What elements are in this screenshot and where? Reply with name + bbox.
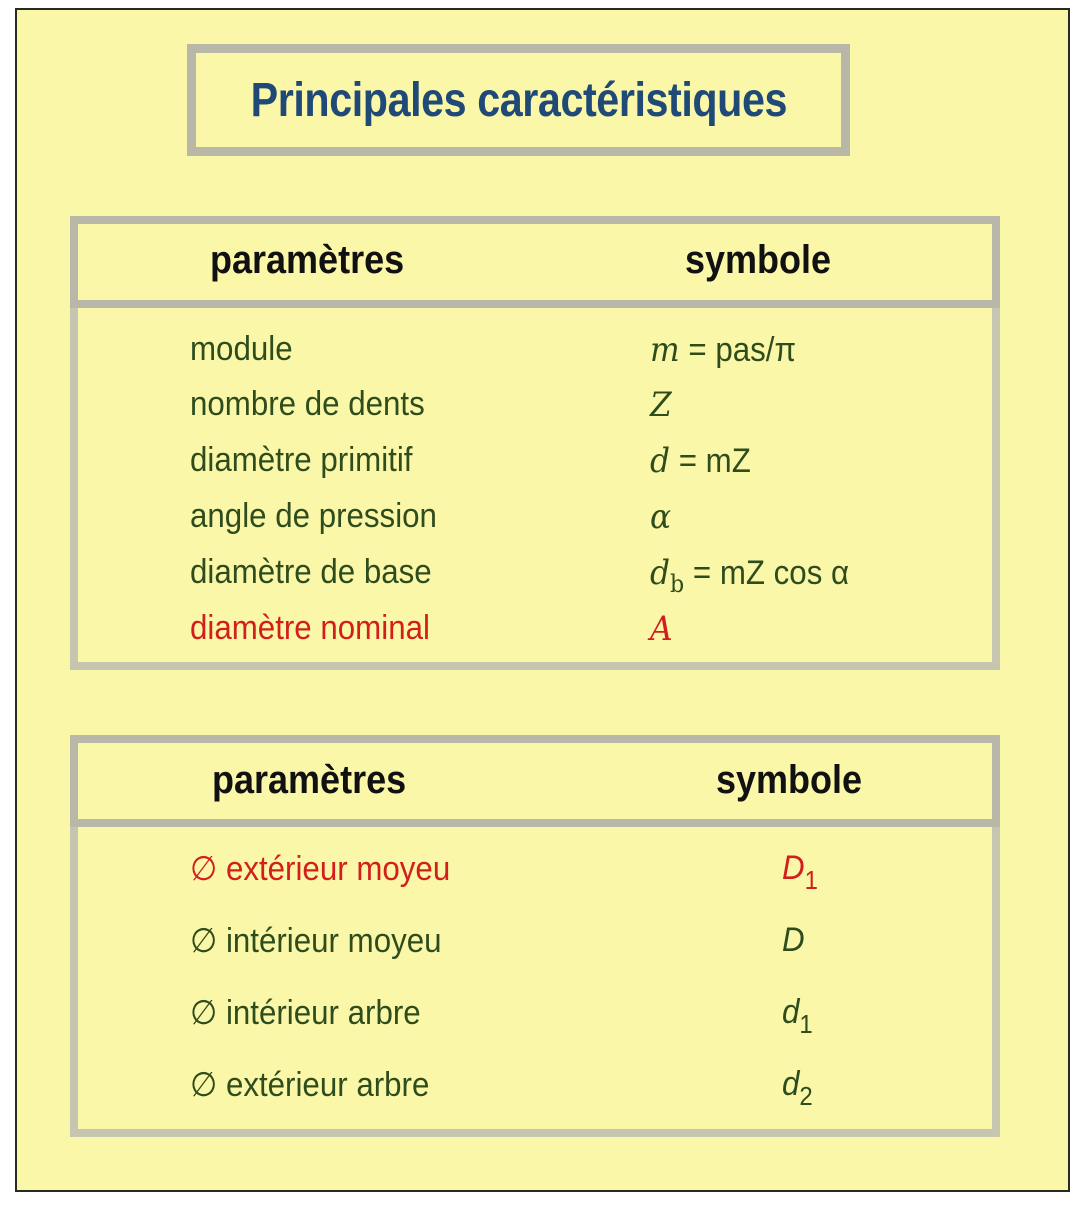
symbol-rest: = pas/π xyxy=(679,331,797,369)
table2-symbol-cell xyxy=(782,1065,813,1112)
symbol-subscript: b xyxy=(670,570,685,598)
symbol-main: d xyxy=(782,1065,800,1103)
title-frame xyxy=(187,44,850,156)
symbol-main: d xyxy=(650,553,671,593)
page-title: Principales caractéristiques xyxy=(250,73,787,127)
table2-param-cell: ∅ intérieur moyeu xyxy=(190,922,442,960)
table2-param-cell: ∅ intérieur arbre xyxy=(190,994,421,1032)
table2-symbol-cell xyxy=(782,921,805,960)
table1-param-cell: nombre de dents xyxy=(190,385,425,423)
table1-param-cell: diamètre de base xyxy=(190,553,432,591)
symbol-subscript: 1 xyxy=(799,1009,813,1039)
table1-param-cell: angle de pression xyxy=(190,497,437,535)
table1-symbol-cell xyxy=(650,441,751,481)
symbol-main: α xyxy=(650,497,672,537)
table1-header-param: paramètres xyxy=(210,238,405,282)
table1-header-symbol: symbole xyxy=(685,238,832,282)
table2-param-cell: ∅ extérieur arbre xyxy=(190,1066,430,1104)
table1-symbol-cell xyxy=(650,609,673,649)
symbol-subscript: 2 xyxy=(799,1081,813,1111)
table1-symbol-cell xyxy=(650,497,671,537)
table2-header-symbol: symbole xyxy=(716,758,863,802)
symbol-main: m xyxy=(650,330,680,370)
table2-symbol-cell xyxy=(782,993,813,1040)
table1-param-cell: module xyxy=(190,330,293,368)
table2-param-cell: ∅ extérieur moyeu xyxy=(190,850,451,888)
table1-symbol-cell xyxy=(650,553,849,598)
table1-param-cell: diamètre nominal xyxy=(190,609,430,647)
symbol-main: Z xyxy=(650,385,672,425)
symbol-rest: = mZ cos α xyxy=(684,554,850,592)
table1-symbol-cell xyxy=(650,385,672,425)
symbol-main: d xyxy=(650,441,671,481)
symbol-main: D xyxy=(782,849,805,887)
symbol-rest: = mZ xyxy=(670,442,751,480)
table1-symbol-cell xyxy=(650,330,796,370)
table2-header-param: paramètres xyxy=(212,758,407,802)
symbol-main: D xyxy=(782,921,805,959)
symbol-main: d xyxy=(782,993,800,1031)
table1-param-cell: diamètre primitif xyxy=(190,441,413,479)
table2-symbol-cell xyxy=(782,849,818,896)
symbol-main: A xyxy=(650,609,673,649)
symbol-subscript: 1 xyxy=(804,865,818,895)
